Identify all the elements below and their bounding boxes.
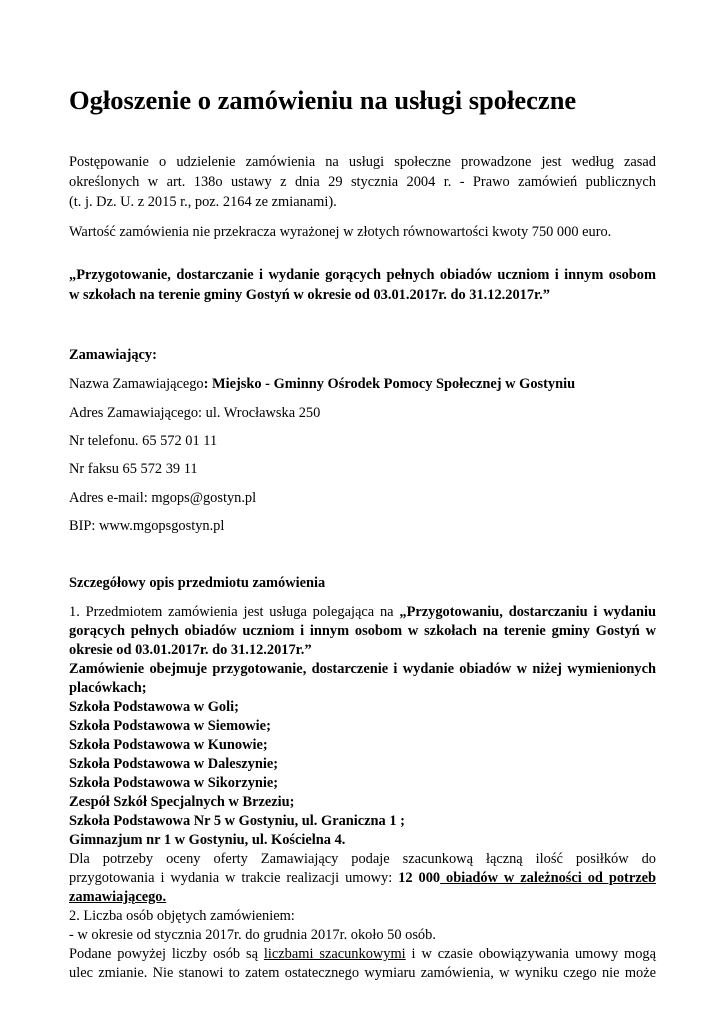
note-text-a: Podane powyżej liczby osób są — [69, 946, 264, 962]
note-text-c: i w czasie obowiązywania umowy mogą — [405, 946, 656, 962]
page-title: Ogłoszenie o zamówieniu na usługi społeczne — [69, 85, 577, 115]
note-line-2: ulec zmianie. Nie stanowi to zatem ostatecznego wymiaru zamówienia, w wyniku czego nie może — [69, 965, 656, 981]
estimate-line-3: zamawiającego. — [69, 889, 167, 905]
note-line-1 — [69, 945, 656, 964]
description-heading: Szczegółowy opis przedmiotu zamówienia — [69, 575, 326, 591]
subject-title-line-2: w szkołach na terenie gminy Gostyń w okresie od 03.01.2017r. do 31.12.2017r.” — [69, 287, 550, 303]
desc-p1-line-1 — [69, 603, 656, 622]
authority-fax: Nr faksu 65 572 39 11 — [69, 461, 198, 477]
estimate-unit: obiadów w zależności od potrzeb — [440, 870, 656, 886]
authority-address: Adres Zamawiającego: ul. Wrocławska 250 — [69, 405, 321, 421]
authority-bip: BIP: www.mgopsgostyn.pl — [69, 518, 225, 534]
authority-name — [69, 375, 656, 394]
authority-name-label: Nazwa Zamawiającego — [69, 376, 204, 392]
desc-p1-line-3: okresie od 03.01.2017r. do 31.12.2017r.” — [69, 642, 312, 658]
value-note: Wartość zamówienia nie przekracza wyrażonej w złotych równowartości kwoty 750 000 euro. — [69, 224, 612, 240]
school-item: Szkoła Podstawowa w Sikorzynie; — [69, 775, 279, 791]
school-item: Szkoła Podstawowa w Siemowie; — [69, 718, 271, 734]
authority-heading: Zamawiający: — [69, 347, 157, 363]
estimate-line-2 — [69, 869, 656, 888]
intro-line-3: (t. j. Dz. U. z 2015 r., poz. 2164 ze zmianami). — [69, 194, 337, 210]
school-item: Szkoła Podstawowa w Daleszynie; — [69, 756, 279, 772]
school-item: Zespół Szkół Specjalnych w Brzeziu; — [69, 794, 295, 810]
intro-line-1: Postępowanie o udzielenie zamówienia na usługi społeczne prowadzone jest według zasad — [69, 154, 656, 170]
desc-p1-a: 1. Przedmiotem zamówienia jest usługa polegająca na — [69, 604, 400, 620]
authority-email: Adres e-mail: mgops@gostyn.pl — [69, 490, 257, 506]
estimate-count: 12 000 — [398, 870, 441, 886]
school-item: Szkoła Podstawowa Nr 5 w Gostyniu, ul. Graniczna 1 ; — [69, 813, 405, 829]
estimate-line-1: Dla potrzeby oceny oferty Zamawiający podaje szacunkową łączną ilość posiłków do — [69, 851, 656, 867]
school-item: Szkoła Podstawowa w Goli; — [69, 699, 239, 715]
authority-name-value: : Miejsko - Gminny Ośrodek Pomocy Społecznej w Gostyniu — [203, 376, 576, 392]
estimate-text: przygotowania i wydania w trakcie realizacji umowy: — [69, 870, 399, 886]
desc-p2: 2. Liczba osób objętych zamówieniem: — [69, 908, 295, 924]
intro-line-2: określonych w art. 138o ustawy z dnia 29 stycznia 2004 r. - Prawo zamówień publicznych — [69, 174, 656, 190]
subject-title-line-1: „Przygotowanie, dostarczanie i wydanie gorących pełnych obiadów uczniom i innym osobom — [69, 267, 656, 283]
authority-phone: Nr telefonu. 65 572 01 11 — [69, 433, 218, 449]
school-item: Gimnazjum nr 1 w Gostyniu, ul. Kościelna 4. — [69, 832, 346, 848]
desc-p1-line-2: gorących pełnych obiadów uczniom i innym osobom w szkołach na terenie gminy Gostyń w — [69, 623, 656, 639]
scope-line-2: placówkach; — [69, 680, 147, 696]
school-item: Szkoła Podstawowa w Kunowie; — [69, 737, 268, 753]
note-estimated: liczbami szacunkowymi — [263, 946, 406, 962]
desc-p1-b: „Przygotowaniu, dostarczaniu i wydaniu — [399, 604, 657, 620]
scope-line-1: Zamówienie obejmuje przygotowanie, dostarczenie i wydanie obiadów w niżej wymienionych — [69, 661, 656, 677]
desc-p2-detail: - w okresie od stycznia 2017r. do grudnia 2017r. około 50 osób. — [69, 927, 436, 943]
